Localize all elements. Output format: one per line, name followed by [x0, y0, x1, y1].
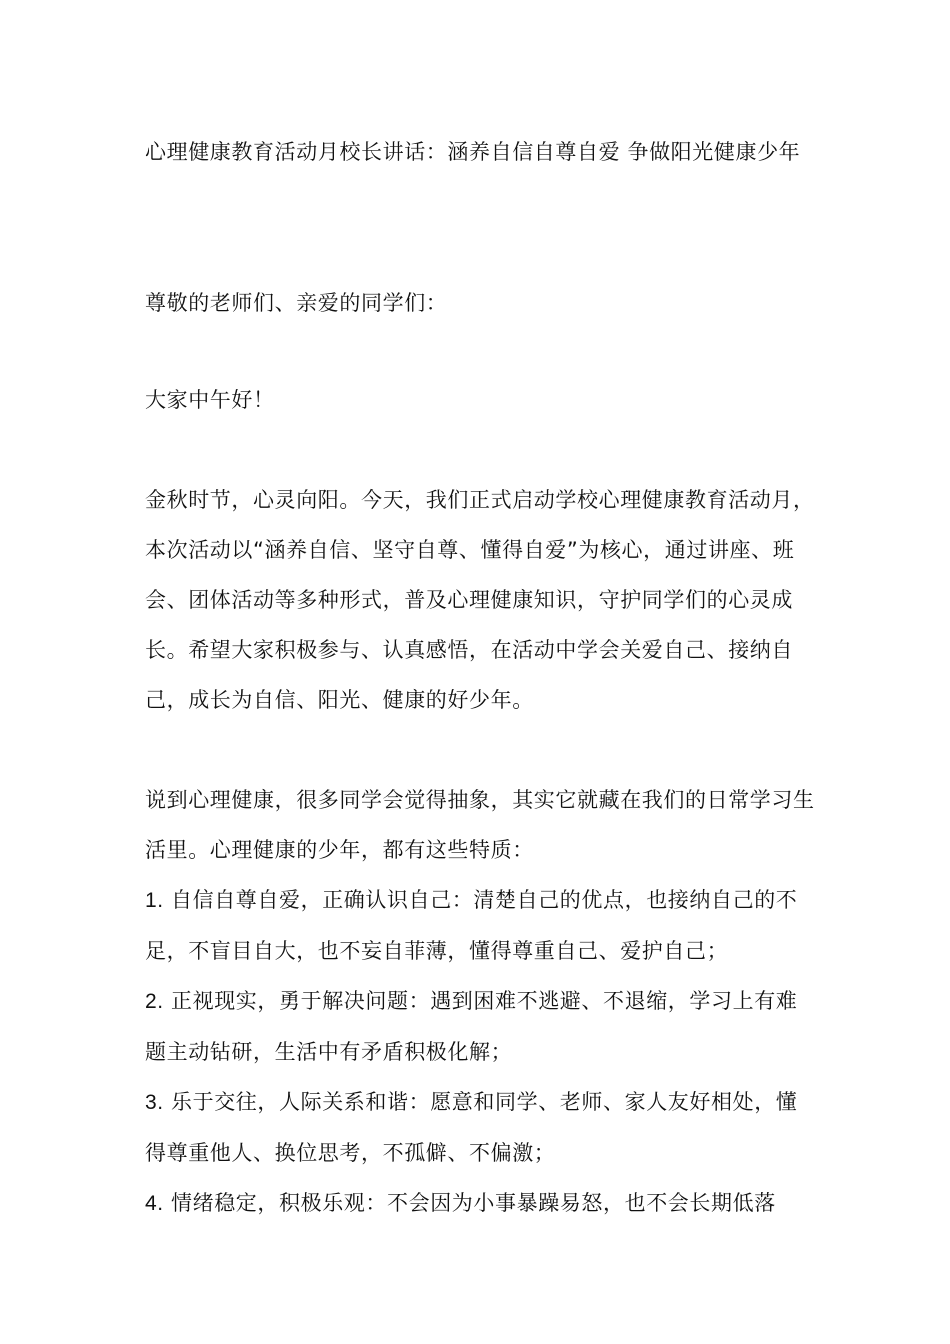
- list-item-text: 正视现实，勇于解决问题：遇到困难不逃避、不退缩，学习上有难题主动钻研，生活中有矛盾积极化解；: [145, 989, 798, 1064]
- paragraph-intro: 金秋时节，心灵向阳。今天，我们正式启动学校心理健康教育活动月，本次活动以“涵养自信、坚守自尊、懂得自爱”为核心，通过讲座、班会、团体活动等多种形式，普及心理健康知识，守护同学们的心灵成长。希望大家积极参与、认真感悟，在活动中学会关爱自己、接纳自己，成长为自信、阳光、健康的好少年。: [145, 488, 815, 712]
- traits-list: [145, 875, 815, 1229]
- list-item: [145, 875, 815, 976]
- document-title: 心理健康教育活动月校长讲话：涵养自信自尊自爱 争做阳光健康少年: [145, 140, 801, 164]
- list-item-number: 2.: [145, 990, 164, 1013]
- list-item-text: 乐于交往，人际关系和谐：愿意和同学、老师、家人友好相处，懂得尊重他人、换位思考，不孤僻、不偏激；: [145, 1090, 798, 1165]
- list-item: [145, 976, 815, 1077]
- greeting: 大家中午好！: [145, 388, 275, 412]
- list-item: [145, 1178, 815, 1229]
- list-item-text: 自信自尊自爱，正确认识自己：清楚自己的优点，也接纳自己的不足，不盲目自大，也不妄自菲薄，懂得尊重自己、爱护自己；: [145, 888, 798, 963]
- list-item-number: 3.: [145, 1091, 164, 1114]
- list-item: [145, 1077, 815, 1178]
- list-item-number: 1.: [145, 889, 164, 912]
- list-item-text: 情绪稳定，积极乐观：不会因为小事暴躁易怒，也不会长期低落: [171, 1191, 776, 1215]
- salutation: 尊敬的老师们、亲爱的同学们：: [145, 291, 448, 315]
- paragraph-traits-intro: 说到心理健康，很多同学会觉得抽象，其实它就藏在我们的日常学习生活里。心理健康的少年，都有这些特质：: [145, 788, 815, 862]
- list-item-number: 4.: [145, 1192, 164, 1215]
